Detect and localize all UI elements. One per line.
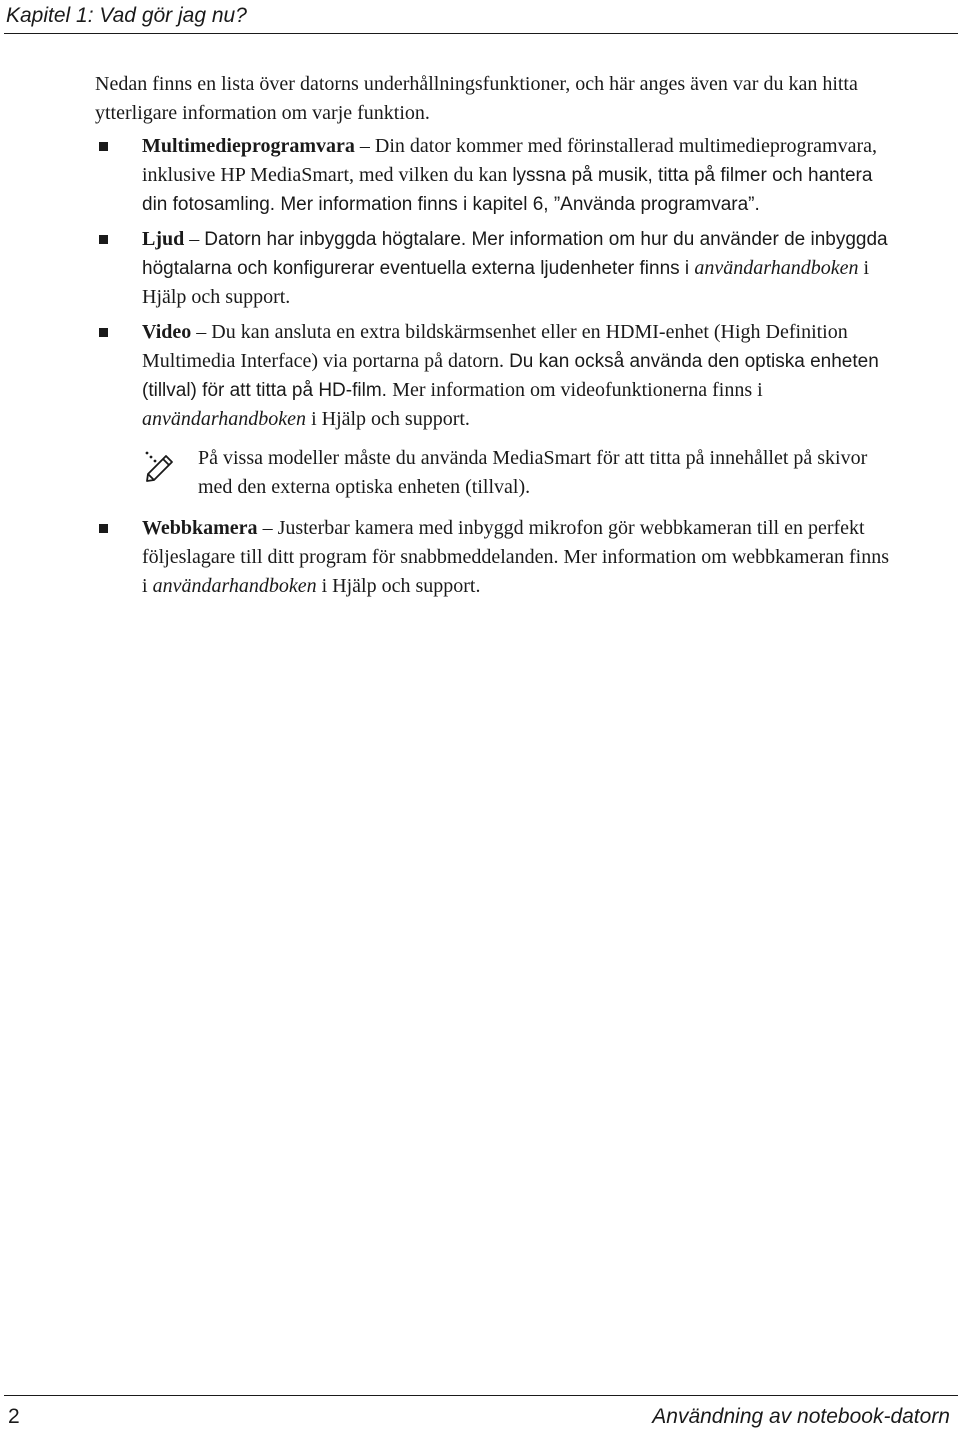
item-text-after: i Hjälp och support. (306, 408, 470, 430)
bullet-icon (99, 524, 108, 533)
item-emphasis: användarhandboken (152, 575, 317, 597)
item-text: Du kan ansluta en extra bildskärmsenhet eller en HDMI-enhet (High Definition Multimedia Interface) via portarna på datorn. (142, 321, 848, 372)
item-text-sans: Datorn har inbyggda högtalare. Mer information om hur du använder de inbyggda högtalarna och konfigurerar eventuella externa ljudenheter finns i (142, 229, 888, 279)
list-item-audio (95, 225, 895, 312)
item-dash: – (191, 321, 212, 343)
item-dash: – (354, 135, 375, 157)
bullet-icon (99, 142, 108, 151)
item-text: Justerbar kamera med inbyggd mikrofon gör webbkameran till en perfekt följeslagare till ditt program för snabbmeddelanden. Mer information om webbkameran finns i (142, 517, 890, 597)
item-emphasis: användarhandboken (142, 408, 307, 430)
item-text-after: i Hjälp och support. (316, 575, 481, 597)
footer-title: Användning av notebook-datorn (652, 1405, 950, 1428)
item-term: Video (142, 321, 192, 343)
page-body (95, 70, 895, 601)
item-term: Webbkamera (142, 517, 258, 539)
note-text: På vissa modeller måste du använda MediaSmart för att titta på innehållet på skivor med den externa optiska enheten (tillval). (198, 447, 868, 498)
intro-paragraph: Nedan finns en lista över datorns underhållningsfunktioner, och här anges även var du kan hitta ytterligare information om varje funktion. (95, 73, 858, 124)
list-item-video (95, 318, 895, 502)
item-dash: – (257, 517, 278, 539)
item-text-sans: lyssna på musik, titta på filmer och hantera din fotosamling. Mer information finns i kapitel 6, ”Använda programvara”. (142, 165, 873, 215)
item-emphasis: användarhandboken (694, 257, 859, 279)
item-term: Ljud (142, 228, 185, 250)
list-item-webcam (95, 514, 895, 601)
list-item-multimedia (95, 132, 895, 219)
item-text-2: Mer information om videofunktionerna finns i (392, 379, 763, 401)
header-rule (4, 33, 958, 34)
bullet-icon (99, 328, 108, 337)
bullet-icon (99, 235, 108, 244)
note-block (142, 444, 895, 502)
page-number: 2 (8, 1405, 20, 1428)
item-text-after: i Hjälp och support. (142, 257, 870, 308)
item-term: Multimedieprogramvara (142, 135, 355, 157)
running-head-title: Kapitel 1: Vad gör jag nu? (6, 4, 247, 27)
item-text-sans: Du kan också använda den optiska enheten (tillval) för att titta på HD-film. (142, 351, 879, 401)
pencil-note-icon (140, 444, 180, 484)
item-text: Din dator kommer med förinstallerad multimedieprogramvara, inklusive HP MediaSmart, med vilken du kan (142, 135, 877, 186)
footer-rule (4, 1395, 958, 1396)
item-dash: – (184, 228, 205, 250)
feature-list (95, 132, 895, 601)
